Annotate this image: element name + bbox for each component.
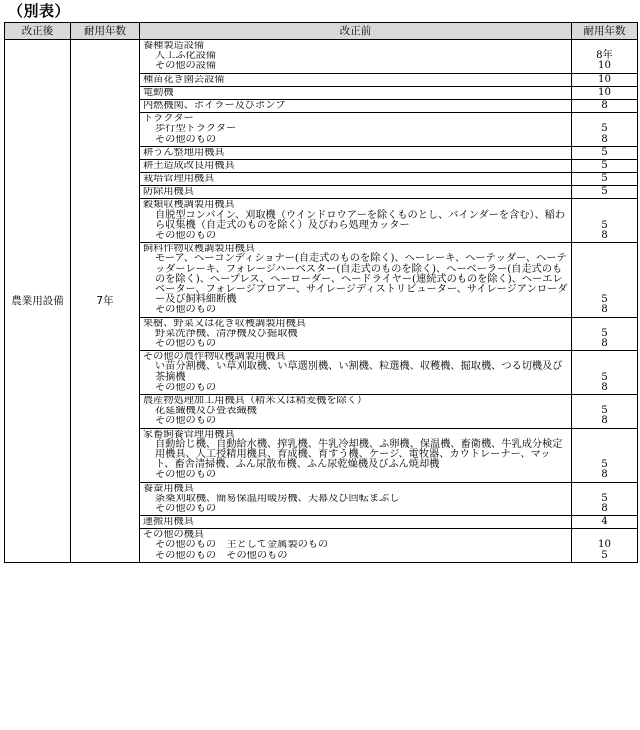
- before-item: [140, 40, 572, 74]
- before-item: [140, 113, 572, 147]
- years-value: 5: [601, 549, 608, 561]
- years-value: 5: [601, 405, 608, 417]
- item-heading: 養種製造設備: [143, 41, 205, 51]
- years-value: 8年: [596, 50, 613, 62]
- before-item: [140, 243, 572, 317]
- depreciation-table: [4, 22, 638, 563]
- years-value: 5: [601, 492, 608, 504]
- item-heading: 家畜飼養管理用機具: [143, 429, 235, 440]
- before-item: [140, 173, 572, 186]
- item-line: その他のもの: [155, 382, 217, 393]
- item-line: 人工ふ化設備: [155, 51, 217, 62]
- before-item: [140, 428, 572, 482]
- header-after: 改正後: [5, 23, 71, 40]
- item-heading: 養蚕用機具: [143, 483, 194, 494]
- item-line: その他のもの: [155, 231, 217, 242]
- years-value: [572, 200, 637, 210]
- item-line: その他のもの: [155, 338, 217, 349]
- years-value: 5: [601, 459, 608, 471]
- before-item: [140, 73, 572, 86]
- before-years: [572, 516, 638, 529]
- header-years-before: 耐用年数: [572, 23, 638, 40]
- before-years: [572, 243, 638, 317]
- item-heading: 栽培管理用機具: [143, 174, 215, 185]
- before-years: [572, 86, 638, 99]
- before-item: [140, 516, 572, 529]
- before-years: [572, 394, 638, 428]
- years-value: [572, 244, 637, 254]
- before-years: [572, 40, 638, 74]
- item-heading: 運搬用機具: [143, 517, 194, 528]
- years-value: 8: [601, 133, 608, 145]
- item-heading: 防除用機具: [143, 187, 194, 198]
- before-years: [572, 173, 638, 186]
- before-item: [140, 99, 572, 112]
- item-line: その他のもの: [155, 470, 217, 481]
- years-value: 4: [601, 516, 608, 528]
- years-value: 5: [601, 123, 608, 135]
- before-years: [572, 186, 638, 199]
- years-value: 10: [598, 60, 611, 72]
- header-years: 耐用年数: [71, 23, 140, 40]
- years-value: 5: [601, 219, 608, 231]
- item-line: 花莚織機及び畳表織機: [155, 406, 257, 417]
- before-item: [140, 317, 572, 351]
- item-line: モーア、ヘーコンディショナー(自走式のものを除く)、ヘーレーキ、ヘーテッダー、ヘーテッダーレーキ、フォレージハーベスター(自走式のものを除く)、ヘーベーラー(自走式のものを除く)、ヘープレス、ヘーローダー、ヘードライヤー(連続式のものを除く)、ヘーエレベーター、フォレージブロアー、サイレージディストリビューター、サイレージアンローダー及び飼料細断機: [155, 253, 568, 306]
- table-row: [5, 40, 638, 74]
- before-years: [572, 482, 638, 516]
- header-row: [5, 23, 638, 40]
- years-value: 8: [601, 469, 608, 481]
- before-years: [572, 317, 638, 351]
- item-heading: その他の機具: [143, 530, 205, 541]
- item-heading: 耕土造成改良用機具: [143, 160, 235, 171]
- item-heading: 種苗花き園芸設備: [143, 74, 225, 85]
- years-value: 5: [601, 146, 608, 158]
- years-value: 8: [601, 304, 608, 316]
- years-value: 8: [601, 381, 608, 393]
- item-heading: その他の農作物収穫調製用機具: [143, 352, 286, 363]
- years-value: 5: [601, 371, 608, 383]
- before-years: [572, 199, 638, 243]
- years-value: 10: [598, 86, 611, 98]
- item-heading: トラクター: [143, 114, 194, 125]
- years-value: 5: [601, 159, 608, 171]
- item-line: その他の設備: [155, 61, 217, 72]
- item-line: 条桑刈取機、簡易保温用暖房機、天幕及び回転まぶし: [155, 493, 400, 504]
- before-years: [572, 146, 638, 159]
- item-line: その他のもの 主として金属製のもの: [155, 540, 329, 551]
- years-value: 8: [601, 502, 608, 514]
- before-item: [140, 86, 572, 99]
- before-years: [572, 159, 638, 172]
- before-item: [140, 199, 572, 243]
- before-item: [140, 529, 572, 563]
- before-item: [140, 394, 572, 428]
- item-line: その他のもの: [155, 416, 217, 427]
- item-line: その他のもの: [155, 305, 217, 316]
- item-line: 自動給じ機、自動給水機、搾乳機、牛乳冷却機、ふ卵機、保温機、畜衛機、牛乳成分検定用機具、人工授精用機具、育成機、育すう機、ケージ、電牧器、カウトレーナー、マット、畜舎清掃機、ふん尿散布機、ふん尿乾燥機及びふん焼却機: [155, 438, 563, 471]
- item-heading: 飼料作物収穫調製用機具: [143, 244, 256, 255]
- header-before: 改正前: [140, 23, 572, 40]
- before-years: [572, 113, 638, 147]
- years-value: 10: [598, 73, 611, 85]
- before-item: [140, 186, 572, 199]
- years-value: 8: [601, 99, 608, 111]
- before-years: [572, 99, 638, 112]
- after-years: 7年: [71, 40, 140, 563]
- years-value: 8: [601, 230, 608, 242]
- years-value: 5: [601, 294, 608, 306]
- item-heading: 農産物処理加工用機具（精米又は精麦機を除く）: [143, 395, 368, 406]
- years-value: 5: [601, 173, 608, 185]
- before-years: [572, 529, 638, 563]
- before-years: [572, 428, 638, 482]
- before-item: [140, 146, 572, 159]
- years-value: 8: [601, 337, 608, 349]
- table-body: [5, 40, 638, 563]
- years-value: 10: [598, 539, 611, 551]
- years-value: 5: [601, 186, 608, 198]
- item-line: い苗分割機、い草刈取機、い草選別機、い割機、粒選機、収穫機、掘取機、つる切機及び茶摘機: [155, 361, 563, 383]
- years-value: 5: [601, 327, 608, 339]
- years-value: [572, 352, 637, 362]
- years-value: 8: [601, 415, 608, 427]
- item-heading: 電動機: [143, 87, 174, 98]
- years-value: [572, 430, 637, 440]
- before-item: [140, 159, 572, 172]
- before-item: [140, 482, 572, 516]
- before-years: [572, 351, 638, 395]
- item-heading: 果樹、野菜又は花き収穫調製用機具: [143, 318, 306, 329]
- item-heading: 耕うん整地用機具: [143, 147, 225, 158]
- before-years: [572, 73, 638, 86]
- item-heading: 穀類収穫調製用機具: [143, 200, 235, 211]
- item-line: その他のもの: [155, 134, 217, 145]
- before-item: [140, 351, 572, 395]
- item-line: その他のもの: [155, 503, 217, 514]
- item-line: その他のもの その他のもの: [155, 550, 288, 561]
- item-line: 自脱型コンバイン、刈取機（ウインドロウアーを除くものとし、バインダーを含む）、稲わら収集機（自走式のものを除く）及びわら処理カッター: [155, 209, 566, 231]
- page-title: （別表）: [8, 2, 71, 20]
- item-heading: 内燃機関、ボイラー及びポンプ: [143, 100, 286, 111]
- item-line: 歩行型トラクター: [155, 124, 237, 135]
- item-line: 野菜洗浄機、清浄機及び掘取機: [155, 328, 298, 339]
- after-category: 農業用設備: [5, 40, 71, 563]
